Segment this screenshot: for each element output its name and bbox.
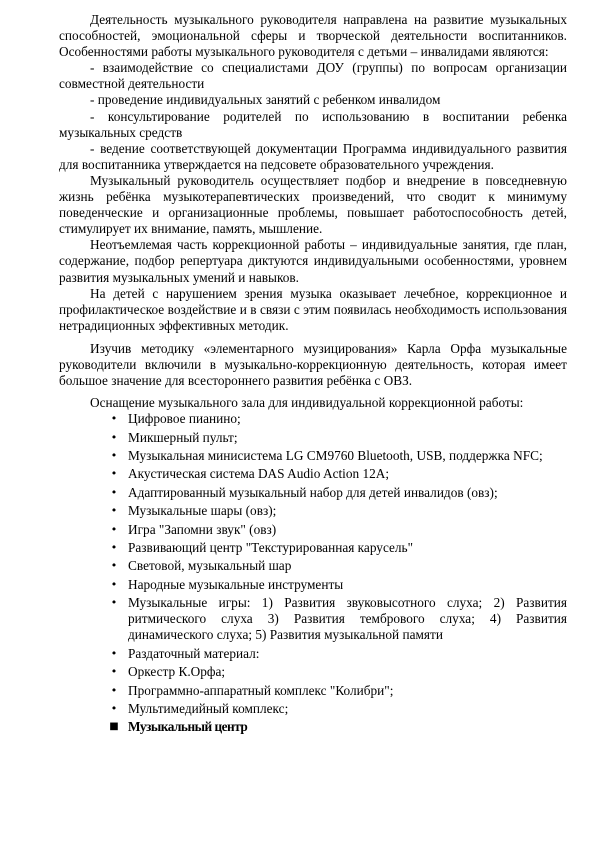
list-item: • Развивающий центр "Текстурированная карусель" <box>128 540 567 556</box>
bullet-icon: • <box>110 540 118 554</box>
bullet-icon: • <box>110 646 118 660</box>
paragraph-intro: Деятельность музыкального руководителя направлена на развитие музыкальных способностей, эмоциональной сферы и творческой деятельности воспитанников. Особенностями работы музыкального руководителя с детьми – инвалидами являются: <box>59 12 567 60</box>
list-item: • Цифровое пианино; <box>128 411 567 427</box>
paragraph-vision-impairment: На детей с нарушением зрения музыка оказывает лечебное, коррекционное и профилактическое воздействие и в связи с этим появилась необходимость использования нетрадиционных эффективных методик. <box>59 285 567 333</box>
paragraph-duty-consulting: - консультирование родителей по использованию в воспитании ребенка музыкальных средств <box>59 108 567 140</box>
bullet-icon: • <box>110 430 118 444</box>
bullet-icon: • <box>110 485 118 499</box>
list-item: • Программно-аппаратный комплекс "Колибри"; <box>128 683 567 699</box>
list-item: • Музыкальные игры: 1) Развития звуковысотного слуха; 2) Развития ритмического слуха 3) Развития тембрового слуха; 4) Развития динамического слуха; 5) Развития музыкальной памяти <box>128 595 567 643</box>
bullet-icon: • <box>110 412 118 426</box>
paragraph-duty-individual-lessons: - проведение индивидуальных занятий с ребенком инвалидом <box>90 92 441 108</box>
list-item: • Мультимедийный комплекс; <box>128 701 567 717</box>
paragraph-duty-documentation: - ведение соответствующей документации Программа индивидуального развития для воспитанника утверждается на педсовете образовательного учреждения. <box>59 140 567 172</box>
paragraph-duty-interaction: - взаимодействие со специалистами ДОУ (группы) по вопросам организации совместной деятельности <box>59 60 567 92</box>
list-item: • Акустическая система DAS Audio Action 12A; <box>128 466 567 482</box>
list-item: • Игра "Запомни звук" (овз) <box>128 522 567 538</box>
list-item: • Раздаточный материал: <box>128 646 567 662</box>
paragraph-equipment-heading: Оснащение музыкального зала для индивидуальной коррекционной работы: <box>90 395 524 411</box>
paragraph-individual-work: Неотъемлемая часть коррекционной работы – индивидуальные занятия, где план, содержание, подбор репертуара диктуются индивидуальными особенностями, уровнем развития музыкальных умений и навыков. <box>59 237 567 285</box>
bullet-icon: • <box>110 467 118 481</box>
bullet-icon: • <box>110 665 118 679</box>
list-item: • Оркестр К.Орфа; <box>128 664 567 680</box>
bullet-icon: • <box>110 577 118 591</box>
list-item: • Микшерный пульт; <box>128 430 567 446</box>
list-item: • Музыкальная минисистема LG CM9760 Bluetooth, USB, поддержка NFC; <box>128 448 567 464</box>
list-item: • Народные музыкальные инструменты <box>128 577 567 593</box>
bullet-icon: • <box>110 449 118 463</box>
document-body <box>59 12 567 738</box>
bullet-icon: • <box>110 559 118 573</box>
list-item: • Музыкальные шары (овз); <box>128 503 567 519</box>
equipment-list <box>59 411 567 735</box>
paragraph-orff-method: Изучив методику «элементарного музицирования» Карла Орфа музыкальные руководители включили в музыкально-коррекционную деятельность, которая имеет большое значение для всестороннего развития ребёнка с ОВЗ. <box>59 340 567 389</box>
bullet-icon: • <box>110 522 118 536</box>
list-item: • Адаптированный музыкальный набор для детей инвалидов (овз); <box>128 485 567 501</box>
square-bullet-icon: ■ <box>109 721 119 733</box>
bullet-icon: • <box>110 596 118 610</box>
list-item: • Световой, музыкальный шар <box>128 558 567 574</box>
bullet-icon: • <box>110 683 118 697</box>
paragraph-music-therapy: Музыкальный руководитель осуществляет подбор и внедрение в повседневную жизнь ребёнка музыкотерапевтических произведений, что сводит к минимуму поведенческие и организационные проблемы, повышает работоспособность детей, стимулирует их внимание, память, мышление. <box>59 172 567 237</box>
bullet-icon: • <box>110 701 118 715</box>
bullet-icon: • <box>110 504 118 518</box>
list-item: ■ Музыкальный центр <box>109 719 248 735</box>
